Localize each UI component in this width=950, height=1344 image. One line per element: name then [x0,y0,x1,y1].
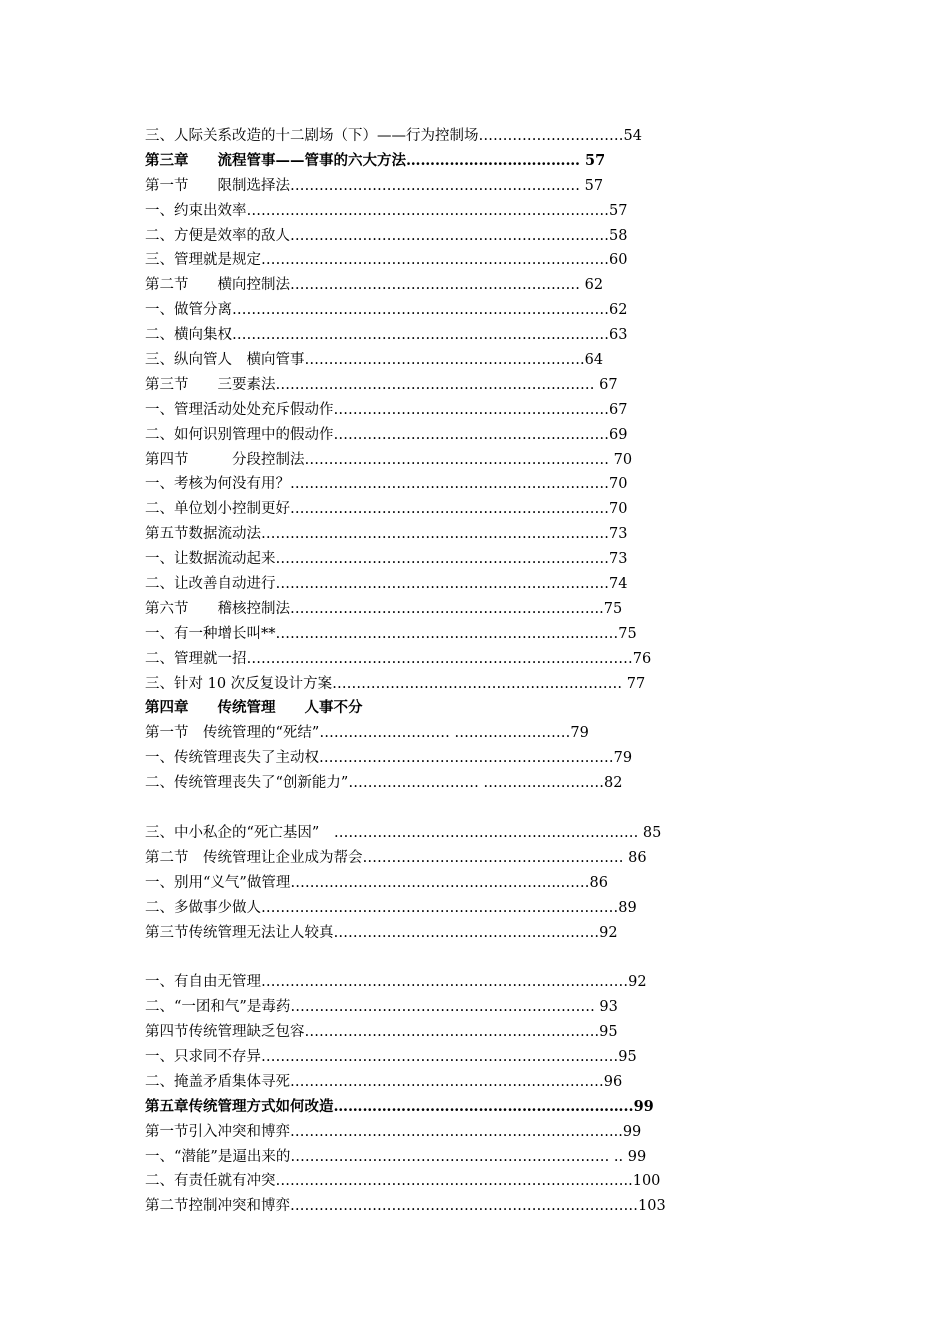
toc-entry: 第一节 传统管理的“死结”……………………… ……………………79 [145,725,589,742]
toc-entry: 三、人际关系改造的十二剧场（下）——行为控制场…………………………54 [145,128,642,144]
toc-entry: 第五章传统管理方式如何改造……………………………………………………..99 [145,1097,654,1115]
toc-entry: 三、中小私企的“死亡基因” ……………………………………………………… 85 [145,824,662,841]
toc-entry: 一、让数据流动起来……………………………………………………………73 [145,551,628,568]
toc-entry: 一、有自由无管理…………………………………………………………….……92 [145,974,647,991]
toc-entry: 第二节 横向控制法…………………………………………………… 62 [145,277,604,294]
toc-entry: 第五节数据流动法………………………………………………………………73 [145,526,628,543]
toc-entry: 第六节 稽核控制法………………………………………………………..75 [145,600,623,617]
toc-entry: 二、传统管理丧失了“创新能力”……………………… ………………….…82 [145,775,623,792]
blank-line [145,796,725,821]
toc-entry: 一、管理活动处处充斥假动作…………………………………………………67 [145,401,628,418]
toc-entry: 一、约束出效率…………………………………………………………………57 [145,202,628,219]
toc-entry: 二、多做事少做人………………………………………………………..………89 [145,899,637,916]
toc-entry: 第二节控制冲突和博弈………………………………………………………………103 [145,1198,666,1215]
toc-entry: 三、管理就是规定………………………………………………………………60 [145,252,628,269]
toc-entry: 第四章 传统管理 人事不分 [145,699,363,717]
toc-entry: 第三章 流程管事——管事的六大方法……………………………… 57 [145,151,606,169]
toc-entry: 三、针对 10 次反复设计方案…………………………………………………… 77 [145,675,646,692]
toc-entry: 二、有责任就有冲突………………………………………………………………..100 [145,1173,661,1190]
toc-entry: 第四节 分段控制法……………………………………………………… 70 [145,451,633,468]
toc-entry: 二、如何识别管理中的假动作…………………………………………………69 [145,426,628,443]
toc-entry: 一、传统管理丧失了主动权……………………………………………….……79 [145,750,633,767]
toc-entry: 二、掩盖矛盾集体寻死…………………………………………..……………96 [145,1073,623,1090]
toc-entry: 第二节 传统管理让企业成为帮会……………………………………………… 86 [145,849,647,866]
toc-entry: 一、“潜能”是逼出来的………………………………………………………… .. 99 [145,1148,647,1165]
toc-entry: 二、横向集权……………………………………………………………………63 [145,327,628,344]
toc-entry: 二、“一团和气”是毒药……………………………………………………… 93 [145,999,618,1016]
toc-entry: 三、纵向管人 横向管事………………………………………………….64 [145,352,604,369]
toc-entry: 二、让改善自动进行……………………………………………………………74 [145,576,628,593]
table-of-contents [145,124,725,1219]
blank-line [145,945,725,970]
toc-entry: 一、别用“义气”做管理………………………………………………..……86 [145,874,608,891]
toc-entry: 第一节引入冲突和博弈…………………………………………………………...99 [145,1123,642,1140]
toc-entry: 二、方便是效率的敌人…………………………………………………………58 [145,227,628,244]
toc-entry: 一、有一种增长叫**……………………………………………………..………75 [145,625,637,642]
toc-entry: 一、只求同不存异…………………………………………………………..……95 [145,1048,637,1065]
toc-entry: 一、做管分离……………………………………………………………………62 [145,302,628,319]
toc-entry: 第一节 限制选择法…………………………………………………… 57 [145,177,604,194]
toc-entry: 第三节 三要素法………………………………………………………… 67 [145,376,618,393]
toc-entry: 一、考核为何没有用？…………………………………………………………70 [145,476,628,493]
toc-entry: 二、单位划小控制更好…………………………………………………………70 [145,501,628,518]
toc-entry: 第三节传统管理无法让人较真………………………………………….……92 [145,924,618,941]
toc-entry: 二、管理就一招…………………………………………………………..…………76 [145,650,652,667]
toc-entry: 第四节传统管理缺乏包容…………………………………………………….95 [145,1024,618,1041]
